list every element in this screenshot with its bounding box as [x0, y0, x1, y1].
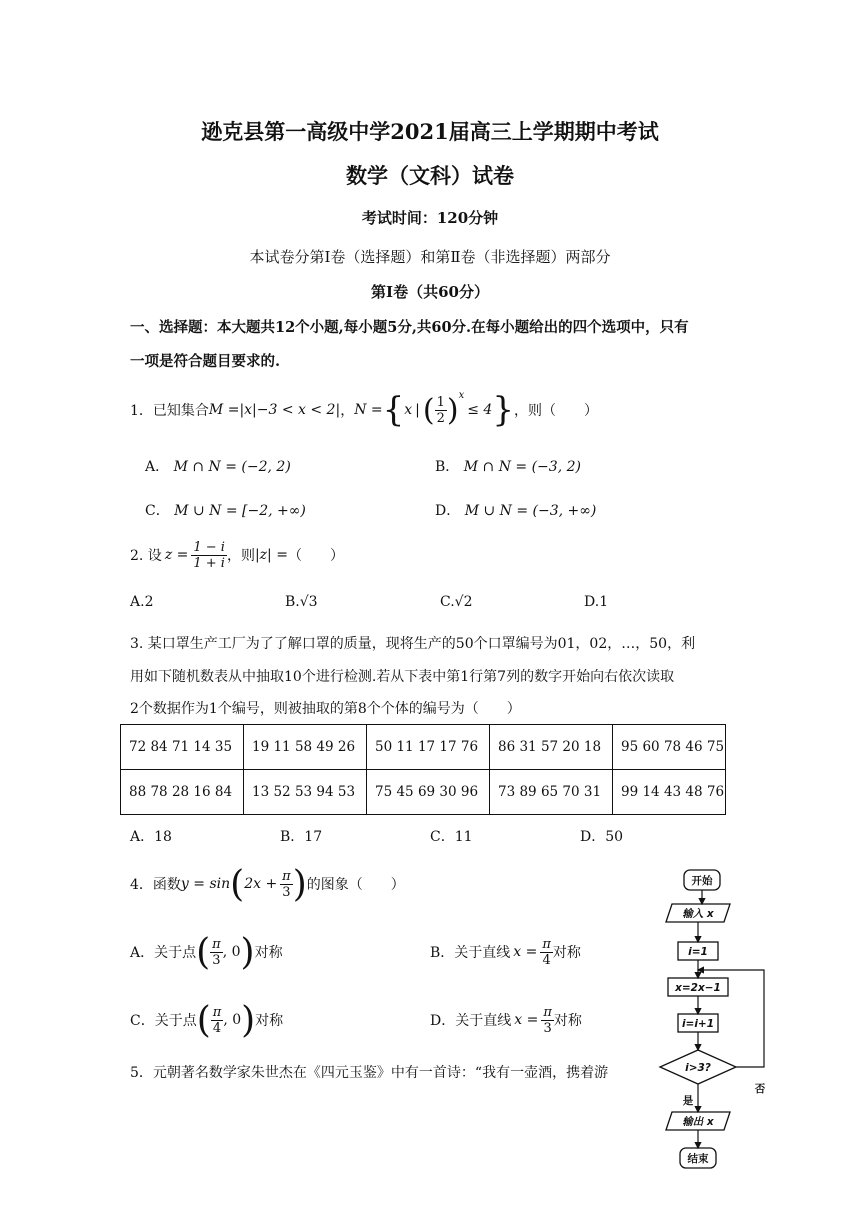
q1-stem-lead: 1．已知集合 [130, 403, 209, 419]
flowchart-step1-label: x=2x−1 [675, 982, 721, 994]
q3-line3: 2个数据作为1个编号，则被抽取的第8个个体的编号为（ ） [130, 701, 521, 717]
option-text: M ∪ N = [−2, +∞) [174, 503, 306, 519]
flowchart-end-label: 结束 [687, 1153, 709, 1165]
q1-option-d [435, 500, 596, 520]
frac-num: π [212, 936, 221, 952]
q4-inner: 2x + [244, 876, 278, 892]
q4-func: y = sin [180, 876, 231, 892]
option-label: A． [145, 459, 170, 475]
table-cell: 99 14 43 48 76 [613, 770, 726, 815]
exam-title: 逊克县第一高级中学2021届高三上学期期中考试 [201, 119, 659, 144]
q4-fraction [280, 869, 293, 900]
option-text: 对称 [254, 945, 283, 961]
flowchart-yes-label: 是 [682, 1095, 694, 1107]
option-text: 1 [599, 594, 609, 610]
option-label: D． [435, 503, 461, 519]
table-row [121, 770, 726, 815]
q1-set-n-lead: N = [354, 402, 383, 418]
option-label: A． [130, 829, 155, 845]
option-text: , 0 [223, 1012, 242, 1028]
q4-option-c: C． 关于点 ( $\frac{\pi}{4}$ , 0 ) 对称 [130, 999, 284, 1041]
flowchart-step2-label: i=i+1 [681, 1018, 715, 1030]
frac-den: 4 [542, 952, 551, 968]
flowchart-no-label: 否 [754, 1083, 766, 1095]
q3-option-a [130, 826, 172, 846]
q2-stem-tail: （ ） [287, 548, 344, 564]
option-label: D. [584, 594, 600, 610]
part-one-heading: 第Ⅰ卷（共60分） [371, 283, 489, 301]
table-cell: 95 60 78 46 75 [613, 725, 726, 770]
option-label: B. [285, 594, 300, 610]
exam-time: 考试时间：120分钟 [361, 209, 499, 227]
table-cell: 72 84 71 14 35 [121, 725, 244, 770]
option-eq: x = [513, 944, 538, 960]
table-cell: 13 52 53 94 53 [244, 770, 367, 815]
paper-note: 本试卷分第Ⅰ卷（选择题）和第Ⅱ卷（非选择题）两部分 [249, 248, 611, 266]
q1-fraction [435, 395, 447, 426]
q2-frac-den: 1 + i [193, 555, 225, 571]
q4-stem-tail: 的图象（ ） [306, 877, 405, 893]
question-2-stem [130, 535, 344, 575]
q2-abs-z: |z| = [254, 547, 288, 563]
q2-option-a [130, 594, 153, 610]
question-1-stem: 1．已知集合 M =|x|−3 < x < 2| ， N = { x | ( $\frac{1}{2}$ ) $^x$ ≤ 4 } ，则（ ） [130, 390, 598, 430]
option-text: 对称 [255, 1013, 284, 1029]
table-cell: 75 45 69 30 96 [367, 770, 490, 815]
option-label: C. [440, 594, 455, 610]
option-label: C． [430, 829, 455, 845]
option-label: A. [130, 594, 145, 610]
q1-option-c [145, 500, 306, 520]
option-text: 2 [144, 594, 154, 610]
option-text: 50 [605, 829, 624, 845]
question-4-stem: 4．函数 y = sin ( 2x + $\frac{\pi}{3}$ ) 的图象（ ） [130, 863, 405, 905]
table-cell: 50 11 17 17 76 [367, 725, 490, 770]
option-label: B． [430, 945, 455, 961]
q1-set-n-tail: ≤ 4 [467, 402, 493, 418]
q4-option-d [430, 998, 582, 1042]
q1-option-b [435, 456, 581, 476]
q5-line1: 5．元朝著名数学家朱世杰在《四元玉鉴》中有一首诗：“我有一壶酒，携着游 [130, 1065, 609, 1081]
frac-den: 4 [212, 1020, 222, 1036]
option-label: B． [280, 829, 305, 845]
option-label: C． [130, 1013, 155, 1029]
q3-line2: 用如下随机数表从中抽取10个进行检测.若从下表中第1行第7列的数字开始向右依次读取 [130, 669, 675, 685]
option-text: 关于点 [154, 1013, 197, 1029]
option-label: D． [430, 1013, 456, 1029]
option-text: , 0 [222, 944, 241, 960]
option-label: A． [130, 945, 155, 961]
option-text: 18 [154, 829, 172, 845]
q4-frac-den: 3 [282, 884, 291, 900]
option-eq: x = [514, 1012, 539, 1028]
q1-frac-den: 2 [436, 410, 445, 426]
section-instructions-line1: 一、选择题：本大题共12个小题,每小题5分,共60分.在每小题给出的四个选项中，只有 [130, 319, 689, 336]
section-instructions-line2: 一项是符合题目要求的. [130, 353, 281, 370]
q1-set-m: M =|x|−3 < x < 2| [208, 402, 341, 418]
frac-num: π [542, 936, 551, 952]
frac-num: π [543, 1004, 552, 1020]
q1-exponent: x [458, 390, 465, 401]
q2-option-d [584, 594, 608, 610]
q3-option-d [580, 826, 623, 846]
q3-option-b [280, 826, 322, 846]
q4-option-a: A． 关于点 ( $\frac{\pi}{3}$ , 0 ) 对称 [130, 931, 283, 973]
flowchart-output-label: 输出 x [682, 1116, 714, 1128]
option-label: B． [435, 459, 460, 475]
q2-frac-num: 1 − i [193, 539, 225, 555]
option-text: √3 [299, 594, 318, 610]
q4-option-b [430, 930, 581, 974]
q2-stem-lead: 2. 设 [130, 548, 162, 564]
option-text: M ∩ N = (−3, 2) [463, 459, 581, 475]
q1-stem-tail: ，则（ ） [513, 403, 598, 419]
q1-frac-num: 1 [436, 394, 445, 410]
q1-option-a [145, 456, 291, 476]
frac-den: 3 [212, 952, 221, 968]
flowchart-init-label: i=1 [688, 946, 708, 958]
flowchart-input-label: 输入 x [682, 908, 714, 920]
flowchart [650, 860, 770, 1180]
flowchart-start-label: 开始 [691, 875, 713, 887]
q2-option-b [285, 594, 318, 610]
flowchart-condition-label: i>3? [685, 1062, 711, 1074]
option-text: M ∪ N = (−3, +∞) [464, 503, 597, 519]
q3-line1: 3. 某口罩生产工厂为了了解口罩的质量，现将生产的50个口罩编号为01，02，…，50，利 [130, 636, 696, 652]
q1-separator: ， [340, 403, 355, 419]
frac-den: 3 [543, 1020, 552, 1036]
q2-fraction [191, 540, 227, 571]
option-text: M ∩ N = (−2, 2) [173, 459, 291, 475]
frac-num: π [212, 1004, 222, 1020]
table-cell: 73 89 65 70 31 [490, 770, 613, 815]
q4-stem-lead: 4．函数 [130, 877, 181, 893]
option-text: 11 [454, 829, 473, 845]
q1-set-n-var: x [404, 402, 413, 418]
q4-frac-num: π [282, 868, 291, 884]
exam-subtitle: 数学（文科）试卷 [346, 163, 514, 188]
table-cell: 19 11 58 49 26 [244, 725, 367, 770]
option-text: 对称 [552, 945, 581, 961]
option-label: D． [580, 829, 606, 845]
q2-z-eq: z = [164, 547, 189, 563]
q2-stem-mid: ，则 [226, 548, 255, 564]
option-text: 关于直线 [455, 1013, 512, 1029]
table-row [121, 725, 726, 770]
option-text: 关于点 [154, 945, 197, 961]
option-text: √2 [454, 594, 473, 610]
option-text: 关于直线 [454, 945, 511, 961]
option-text: 17 [304, 829, 323, 845]
q2-option-c [440, 594, 473, 610]
option-label: C． [145, 503, 170, 519]
option-text: 对称 [553, 1013, 582, 1029]
table-cell: 88 78 28 16 84 [121, 770, 244, 815]
q3-option-c [430, 826, 473, 846]
random-number-table [120, 724, 726, 815]
table-cell: 86 31 57 20 18 [490, 725, 613, 770]
